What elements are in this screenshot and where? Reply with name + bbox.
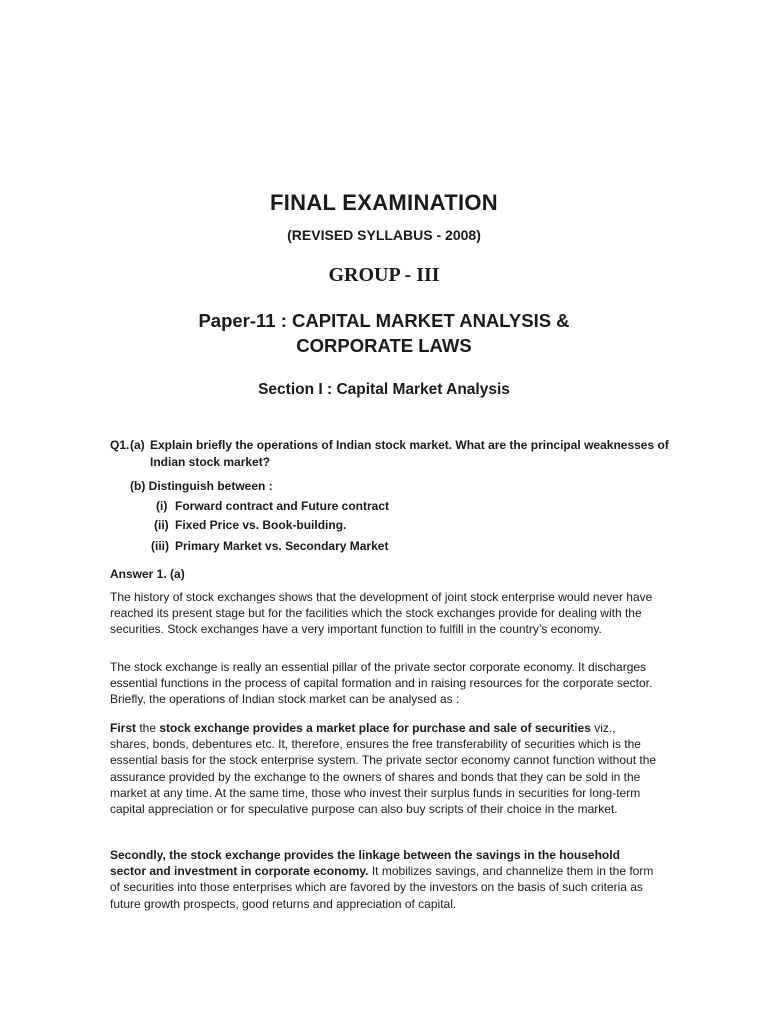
answer-paragraph-1: The history of stock exchanges shows that the development of joint stock enterprise would never have reached its present stage but for the facilities which the stock exchanges provide for dealing with the securities. Stock exchanges have a very important function to fulfill in the country’s economy. <box>110 590 653 637</box>
bold-text: First <box>110 721 137 735</box>
question-label: Q1. <box>110 438 130 452</box>
question-part-b: (b) Distinguish between : <box>130 479 273 493</box>
list-item-text: Forward contract and Future contract <box>175 499 390 513</box>
question-part-a-line1: Explain briefly the operations of Indian stock market. What are the principal weaknesses of <box>150 438 669 452</box>
body-text-span: It mobilizes savings, and channelize them in the form of securities into those enterprises which are favored by the investors on the basis of such criteria as future growth prospects, good returns and appreciation of capital. <box>110 864 654 911</box>
list-item-number: (i) <box>156 499 168 513</box>
body-text-span: the <box>136 721 160 735</box>
list-item-number: (ii) <box>154 518 169 532</box>
list-item-text: Primary Market vs. Secondary Market <box>175 539 389 553</box>
body-text-span: viz., shares, bonds, debentures etc. It, therefore, ensures the free transferability of securities which is the essential basis for the stock enterprise system. The private sector economy cannot function without the assurance provided by the exchange to the owners of shares and bonds that they can be sold in the market at any time. At the same time, those who invest their surplus funds in securities for long-term capital appreciation or for speculative purpose can also buy scripts of their choice in the market. <box>110 721 657 817</box>
answer-paragraph-3 <box>110 720 658 817</box>
answer-heading: Answer 1. (a) <box>110 567 185 581</box>
exam-title: FINAL EXAMINATION <box>270 190 498 215</box>
section-heading: Section I : Capital Market Analysis <box>258 381 510 398</box>
list-item-text: Fixed Price vs. Book-building. <box>175 518 347 532</box>
list-item-number: (iii) <box>151 539 169 553</box>
paper-title <box>0 308 768 358</box>
paper-title-line1: Paper-11 : CAPITAL MARKET ANALYSIS & <box>198 310 570 331</box>
question-part-a-label: (a) <box>130 438 145 452</box>
question-part-a-line2: Indian stock market? <box>150 455 271 469</box>
paper-title-line2: CORPORATE LAWS <box>296 335 472 356</box>
syllabus-subtitle: (REVISED SYLLABUS - 2008) <box>287 227 481 243</box>
answer-paragraph-4 <box>110 847 658 912</box>
bold-text: Secondly, the stock exchange provides the linkage between the savings in the household sector and investment in corporate economy. <box>110 848 620 879</box>
bold-text: stock exchange provides a market place for purchase and sale of securities <box>159 721 591 735</box>
answer-paragraph-2: The stock exchange is really an essential pillar of the private sector corporate economy. It discharges essential functions in the process of capital formation and in raising resources for the corporate sector. Briefly, the operations of Indian stock market can be analysed as : <box>110 660 653 707</box>
group-heading: GROUP - III <box>328 264 440 286</box>
